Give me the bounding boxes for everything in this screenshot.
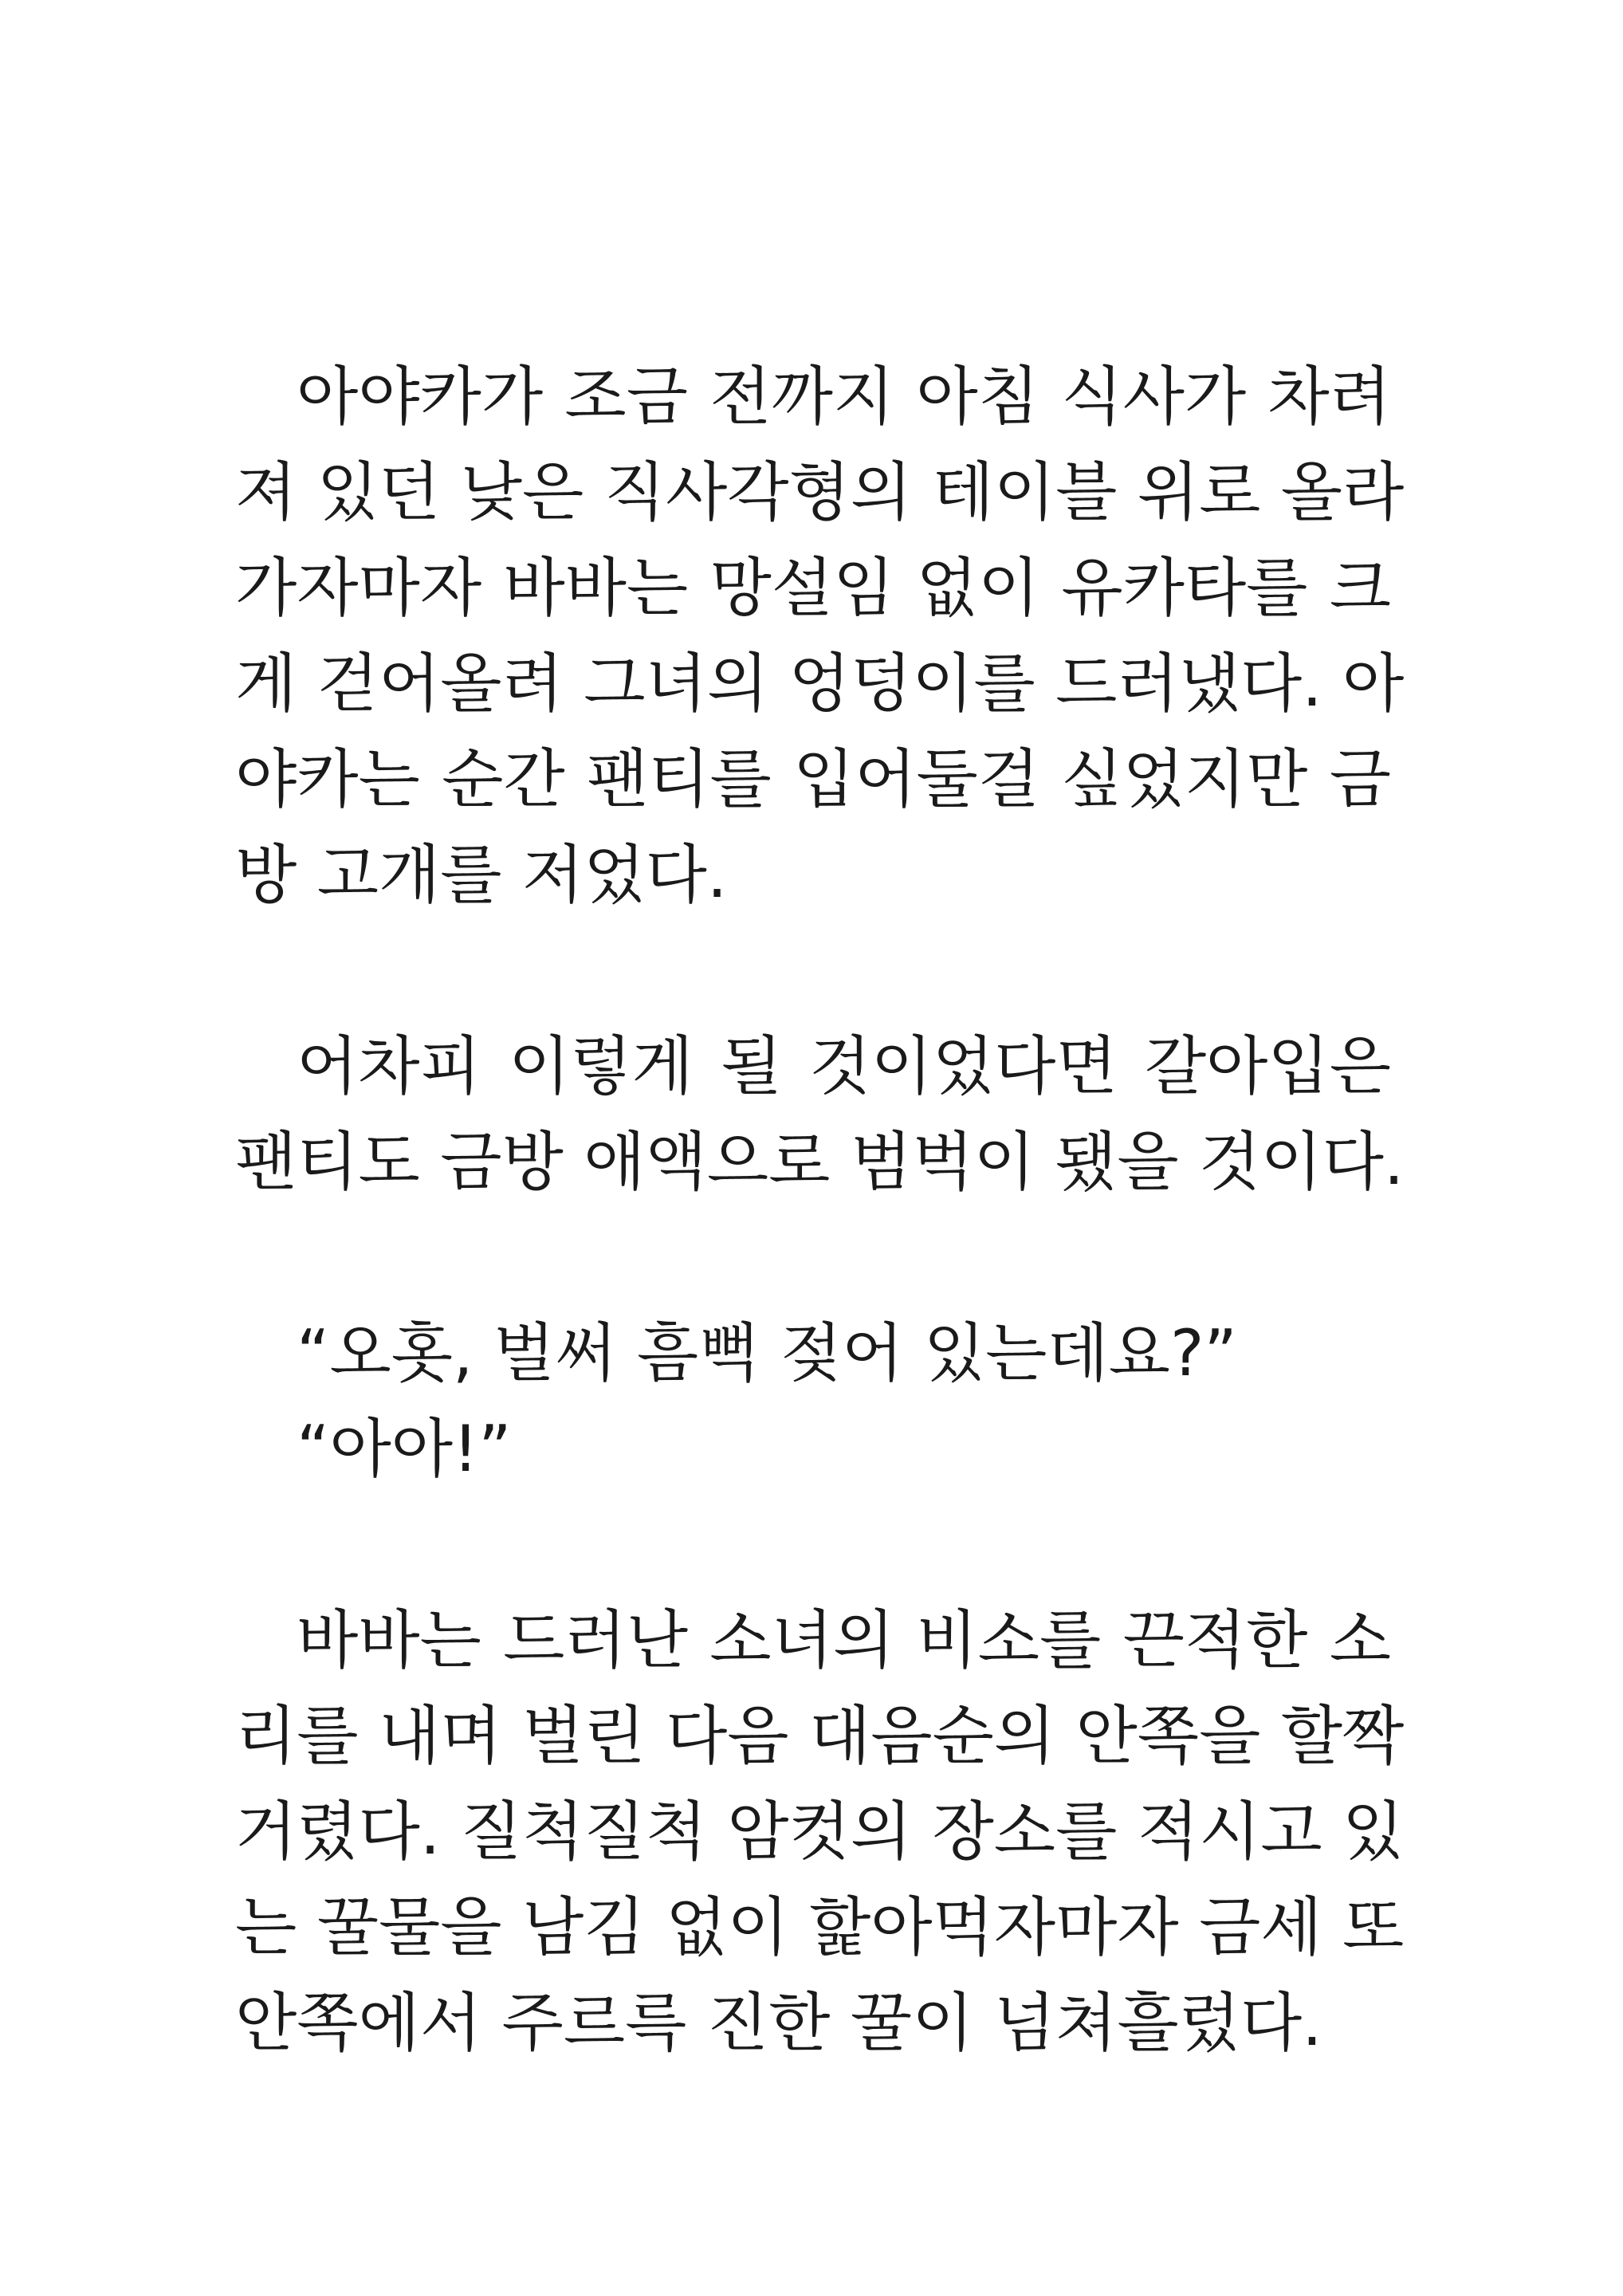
paragraph-1-line-3: 가자마자 바바는 망설임 없이 유카타를 크 (235, 551, 1391, 625)
paragraph-4-line-1: 바바는 드러난 소녀의 비소를 끈적한 소 (297, 1603, 1391, 1677)
paragraph-4-line-3: 거렸다. 질척질척 암컷의 장소를 적시고 있 (235, 1795, 1405, 1869)
paragraph-4-line-2: 리를 내며 벌린 다음 대음순의 안쪽을 할짝 (235, 1699, 1405, 1773)
paragraph-1-line-4: 게 걷어올려 그녀의 엉덩이를 드러냈다. 아 (235, 647, 1405, 721)
dialogue-line-1: “오홋, 벌써 흠뻑 젖어 있는데요?” (297, 1316, 1237, 1390)
paragraph-1-line-1: 아야카가 조금 전까지 아침 식사가 차려 (297, 360, 1391, 434)
paragraph-1-line-6: 방 고개를 저었다. (235, 838, 728, 912)
paragraph-1-line-5: 야카는 순간 팬티를 입어둘걸 싶었지만 금 (235, 742, 1391, 816)
paragraph-2-line-1: 어차피 이렇게 될 것이었다면 갈아입은 (297, 1029, 1391, 1103)
paragraph-1-line-2: 져 있던 낮은 직사각형의 테이블 위로 올라 (235, 455, 1405, 529)
paragraph-4-line-5: 안쪽에서 주르륵 진한 꿀이 넘쳐흘렀다. (235, 1986, 1322, 2060)
paragraph-4-line-4: 는 꿀물을 남김 없이 핥아먹자마자 금세 또 (235, 1890, 1405, 1964)
paragraph-2-line-2: 팬티도 금방 애액으로 범벅이 됐을 것이다. (235, 1125, 1405, 1199)
dialogue-line-2: “아아!” (297, 1412, 512, 1486)
